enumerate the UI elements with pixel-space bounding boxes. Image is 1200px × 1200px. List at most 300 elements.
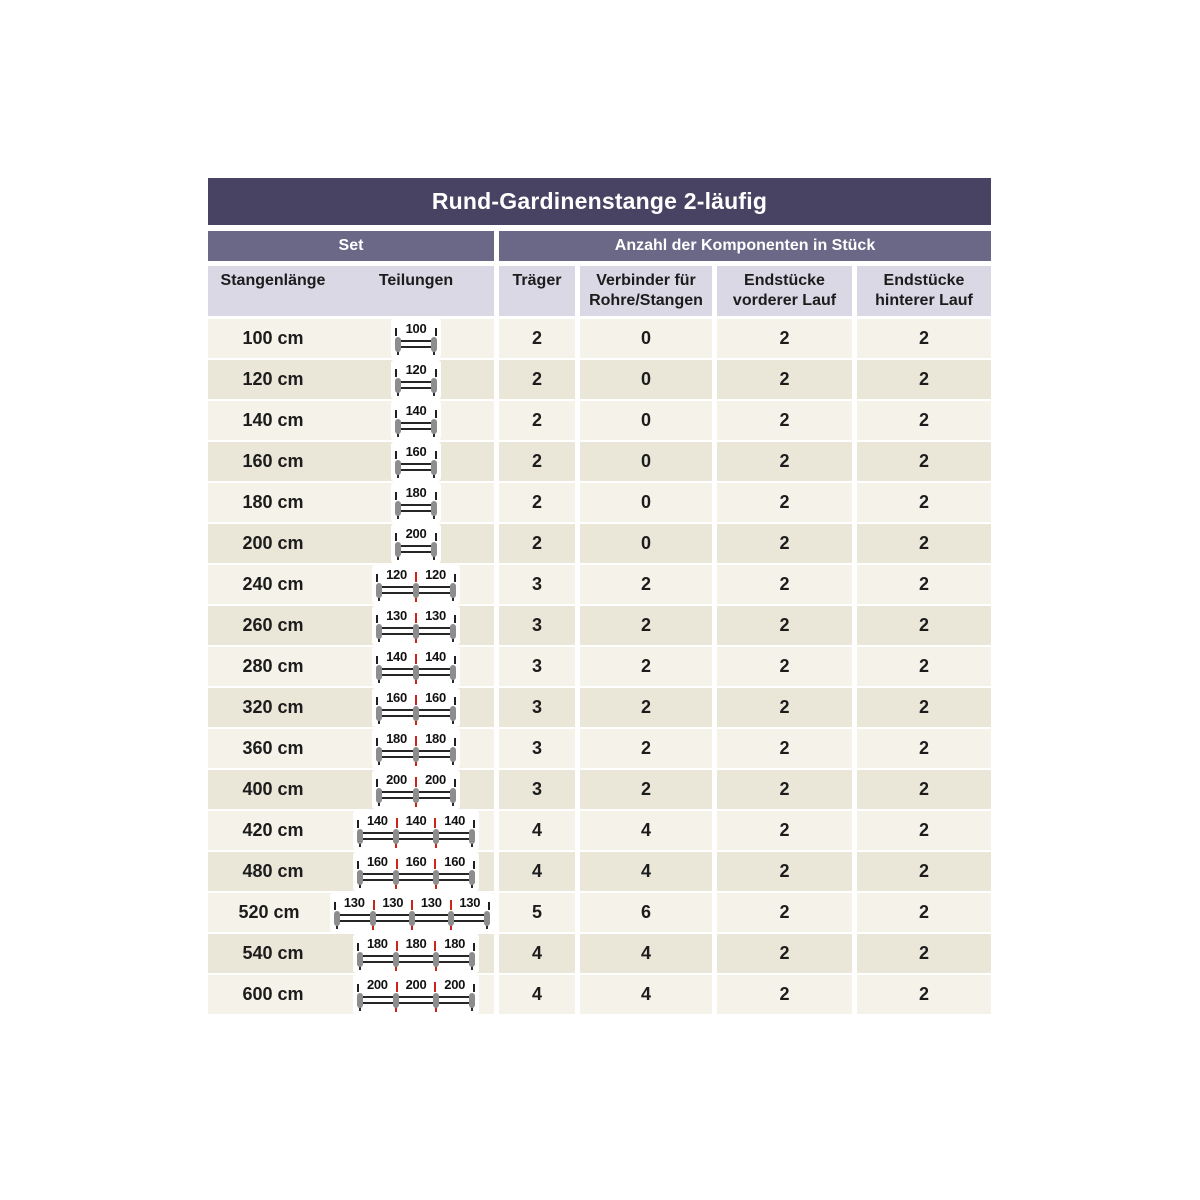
cell-traeger: 2 [499, 483, 575, 522]
cell-verbinder: 2 [580, 688, 712, 727]
rod-diagram [372, 729, 460, 768]
segment-length-label: 140 [425, 649, 446, 664]
cell-set [208, 811, 494, 850]
end-cap-icon [431, 419, 437, 434]
end-cap-icon [450, 706, 456, 721]
table-row [208, 729, 991, 767]
cell-divisions [338, 688, 494, 727]
segment-length-label: 140 [366, 813, 388, 828]
segment-length-label: 100 [405, 321, 427, 336]
table-row [208, 975, 991, 1013]
end-cap-icon [376, 747, 382, 762]
cell-set [208, 319, 494, 358]
dimension-labels [395, 321, 437, 336]
rod-graphic [357, 829, 475, 844]
segment-length-label: 160 [444, 854, 466, 869]
cell-set [208, 606, 494, 645]
rod-rails [397, 381, 435, 389]
cell-verbinder: 4 [580, 934, 712, 973]
segment-length-label: 180 [386, 731, 407, 746]
column-header-endstuecke-hinterer-line2: hinterer Lauf [875, 292, 973, 309]
end-cap-icon [357, 993, 363, 1008]
measure-tick-icon [488, 902, 490, 910]
end-cap-icon [395, 378, 401, 393]
end-cap-icon [469, 829, 475, 844]
rod-diagram [391, 524, 441, 563]
rod-graphic [376, 583, 456, 598]
dimension-labels [395, 485, 437, 500]
cell-endstuecke-hinterer: 2 [857, 729, 991, 768]
cell-length: 420 cm [242, 820, 304, 840]
cell-verbinder: 2 [580, 606, 712, 645]
end-cap-icon [395, 460, 401, 475]
segment-length-label: 140 [405, 403, 427, 418]
rod-rails [397, 340, 435, 348]
cell-endstuecke-vorderer: 2 [717, 688, 852, 727]
group-header-components: Anzahl der Komponenten in Stück [499, 231, 991, 261]
measure-tick-icon [454, 697, 456, 705]
segment-length-label: 140 [444, 813, 466, 828]
cell-endstuecke-hinterer: 2 [857, 401, 991, 440]
connector-icon [413, 747, 419, 762]
column-header-teilungen: Teilungen [378, 272, 454, 289]
cell-set [208, 770, 494, 809]
cell-divisions [338, 975, 494, 1014]
cell-endstuecke-vorderer: 2 [717, 442, 852, 481]
cell-divisions [338, 565, 494, 604]
cell-endstuecke-hinterer: 2 [857, 606, 991, 645]
rod-rails [359, 996, 473, 1004]
dimension-labels [376, 772, 456, 787]
cell-divisions [338, 647, 494, 686]
cell-divisions [338, 934, 494, 973]
rod-diagram [330, 893, 494, 932]
measure-tick-icon [473, 820, 475, 828]
cell-divisions [338, 770, 494, 809]
connector-icon [393, 993, 399, 1008]
end-cap-icon [450, 665, 456, 680]
end-cap-icon [450, 624, 456, 639]
segment-length-label: 130 [343, 895, 365, 910]
cell-traeger: 3 [499, 770, 575, 809]
column-header-set [208, 266, 494, 316]
dimension-labels [357, 977, 475, 992]
cell-set [208, 934, 494, 973]
column-header-stangenlaenge: Stangenlänge [220, 272, 326, 289]
end-cap-icon [376, 706, 382, 721]
rod-graphic [395, 460, 437, 475]
cell-length: 120 cm [242, 369, 304, 389]
cell-length: 360 cm [242, 738, 304, 758]
cell-endstuecke-hinterer: 2 [857, 770, 991, 809]
cell-endstuecke-vorderer: 2 [717, 360, 852, 399]
rod-rails [359, 873, 473, 881]
rod-graphic [376, 747, 456, 762]
rod-graphic [376, 624, 456, 639]
segment-length-label: 200 [366, 977, 388, 992]
cell-set [208, 975, 494, 1014]
table-row [208, 811, 991, 849]
cell-traeger: 4 [499, 975, 575, 1014]
column-header-traeger [499, 266, 575, 316]
cell-endstuecke-hinterer: 2 [857, 483, 991, 522]
cell-traeger: 4 [499, 852, 575, 891]
cell-traeger: 3 [499, 606, 575, 645]
dimension-labels [357, 854, 475, 869]
end-cap-icon [395, 501, 401, 516]
cell-traeger: 2 [499, 319, 575, 358]
rod-rails [397, 422, 435, 430]
table-row [208, 852, 991, 890]
segment-length-label: 130 [386, 608, 407, 623]
rod-graphic [357, 870, 475, 885]
connector-icon [409, 911, 415, 926]
cell-verbinder: 2 [580, 565, 712, 604]
cell-endstuecke-vorderer: 2 [717, 606, 852, 645]
cell-verbinder: 4 [580, 975, 712, 1014]
table-row [208, 524, 991, 562]
end-cap-icon [357, 870, 363, 885]
cell-divisions [338, 401, 494, 440]
cell-verbinder: 0 [580, 401, 712, 440]
rod-diagram [372, 647, 460, 686]
dimension-labels [357, 813, 475, 828]
dimension-labels [395, 403, 437, 418]
dimension-labels [395, 526, 437, 541]
cell-verbinder: 0 [580, 442, 712, 481]
connector-icon [370, 911, 376, 926]
end-cap-icon [431, 542, 437, 557]
cell-endstuecke-vorderer: 2 [717, 647, 852, 686]
cell-verbinder: 2 [580, 729, 712, 768]
cell-endstuecke-vorderer: 2 [717, 729, 852, 768]
end-cap-icon [357, 952, 363, 967]
rod-graphic [376, 706, 456, 721]
segment-length-label: 140 [405, 813, 427, 828]
spec-table [208, 178, 991, 1016]
dimension-labels [376, 690, 456, 705]
cell-endstuecke-vorderer: 2 [717, 975, 852, 1014]
cell-length: 180 cm [242, 492, 304, 512]
measure-tick-icon [473, 861, 475, 869]
cell-set [208, 647, 494, 686]
dimension-labels [376, 649, 456, 664]
measure-tick-icon [473, 943, 475, 951]
segment-length-label: 180 [444, 936, 466, 951]
column-header-endstuecke-hinterer [857, 266, 991, 316]
cell-divisions [338, 319, 494, 358]
end-cap-icon [376, 665, 382, 680]
end-cap-icon [376, 583, 382, 598]
rod-diagram [391, 401, 441, 440]
rod-diagram [391, 360, 441, 399]
segment-length-label: 200 [405, 977, 427, 992]
end-cap-icon [395, 337, 401, 352]
cell-divisions [330, 893, 494, 932]
cell-traeger: 3 [499, 688, 575, 727]
end-cap-icon [431, 337, 437, 352]
rod-rails [397, 504, 435, 512]
cell-length: 240 cm [242, 574, 304, 594]
measure-tick-icon [435, 533, 437, 541]
end-cap-icon [450, 788, 456, 803]
cell-traeger: 2 [499, 401, 575, 440]
end-cap-icon [431, 460, 437, 475]
cell-traeger: 5 [499, 893, 575, 932]
rod-diagram [353, 975, 479, 1014]
cell-endstuecke-hinterer: 2 [857, 811, 991, 850]
connector-icon [413, 665, 419, 680]
segment-length-label: 180 [405, 936, 427, 951]
end-cap-icon [484, 911, 490, 926]
connector-icon [413, 706, 419, 721]
rod-diagram [391, 442, 441, 481]
cell-divisions [338, 811, 494, 850]
cell-divisions [338, 483, 494, 522]
cell-endstuecke-hinterer: 2 [857, 934, 991, 973]
column-header-verbinder [580, 266, 712, 316]
connector-icon [448, 911, 454, 926]
dimension-labels [357, 936, 475, 951]
end-cap-icon [469, 993, 475, 1008]
segment-length-label: 130 [420, 895, 442, 910]
column-header-endstuecke-vorderer-line2: vorderer Lauf [732, 292, 837, 309]
rod-graphic [395, 378, 437, 393]
cell-traeger: 2 [499, 524, 575, 563]
cell-divisions [338, 524, 494, 563]
cell-length: 100 cm [242, 328, 304, 348]
end-cap-icon [395, 419, 401, 434]
end-cap-icon [431, 378, 437, 393]
cell-set [208, 852, 494, 891]
cell-set [208, 442, 494, 481]
cell-set [208, 688, 494, 727]
end-cap-icon [376, 624, 382, 639]
column-header-endstuecke-vorderer [717, 266, 852, 316]
rod-diagram [372, 606, 460, 645]
segment-length-label: 130 [459, 895, 481, 910]
segment-length-label: 200 [405, 526, 427, 541]
table-row [208, 401, 991, 439]
connector-icon [433, 870, 439, 885]
cell-endstuecke-hinterer: 2 [857, 442, 991, 481]
cell-verbinder: 0 [580, 524, 712, 563]
column-header-endstuecke-vorderer-line1: Endstücke [744, 272, 825, 289]
cell-verbinder: 0 [580, 483, 712, 522]
cell-set [208, 360, 494, 399]
table-row [208, 647, 991, 685]
rod-rails [397, 545, 435, 553]
cell-endstuecke-vorderer: 2 [717, 319, 852, 358]
cell-length: 160 cm [242, 451, 304, 471]
connector-icon [433, 829, 439, 844]
column-header-verbinder-line1: Verbinder für [596, 272, 696, 289]
rod-graphic [376, 788, 456, 803]
cell-endstuecke-vorderer: 2 [717, 565, 852, 604]
measure-tick-icon [454, 656, 456, 664]
cell-endstuecke-vorderer: 2 [717, 401, 852, 440]
measure-tick-icon [473, 984, 475, 992]
measure-tick-icon [454, 738, 456, 746]
cell-endstuecke-vorderer: 2 [717, 852, 852, 891]
cell-traeger: 3 [499, 729, 575, 768]
table-row [208, 565, 991, 603]
cell-set [208, 401, 494, 440]
cell-set [208, 565, 494, 604]
cell-verbinder: 2 [580, 647, 712, 686]
connector-icon [413, 788, 419, 803]
cell-length: 260 cm [242, 615, 304, 635]
column-header-row [208, 266, 991, 316]
segment-length-label: 200 [444, 977, 466, 992]
segment-length-label: 160 [386, 690, 407, 705]
end-cap-icon [431, 501, 437, 516]
table-row [208, 606, 991, 644]
cell-verbinder: 2 [580, 770, 712, 809]
rod-diagram [353, 852, 479, 891]
cell-set [208, 524, 494, 563]
end-cap-icon [450, 747, 456, 762]
table-row [208, 442, 991, 480]
group-header-set: Set [208, 231, 494, 261]
measure-tick-icon [435, 451, 437, 459]
rod-diagram [353, 811, 479, 850]
cell-traeger: 4 [499, 811, 575, 850]
connector-icon [433, 993, 439, 1008]
end-cap-icon [376, 788, 382, 803]
rod-rails [397, 463, 435, 471]
dimension-labels [334, 895, 490, 910]
segment-length-label: 130 [425, 608, 446, 623]
rod-rails [359, 955, 473, 963]
table-body [208, 319, 991, 1013]
segment-length-label: 160 [366, 854, 388, 869]
segment-length-label: 200 [425, 772, 446, 787]
dimension-labels [395, 362, 437, 377]
column-header-endstuecke-hinterer-line1: Endstücke [883, 272, 965, 289]
end-cap-icon [334, 911, 340, 926]
segment-length-label: 160 [425, 690, 446, 705]
cell-endstuecke-hinterer: 2 [857, 647, 991, 686]
measure-tick-icon [454, 574, 456, 582]
connector-icon [413, 624, 419, 639]
rod-graphic [376, 665, 456, 680]
cell-set [208, 483, 494, 522]
rod-graphic [395, 542, 437, 557]
cell-endstuecke-vorderer: 2 [717, 893, 852, 932]
segment-length-label: 180 [366, 936, 388, 951]
measure-tick-icon [435, 492, 437, 500]
cell-traeger: 4 [499, 934, 575, 973]
column-header-verbinder-line2: Rohre/Stangen [589, 292, 703, 309]
cell-traeger: 3 [499, 565, 575, 604]
segment-length-label: 160 [405, 444, 427, 459]
measure-tick-icon [435, 328, 437, 336]
rod-rails [359, 832, 473, 840]
rod-graphic [395, 501, 437, 516]
cell-divisions [338, 852, 494, 891]
table-row [208, 319, 991, 357]
rod-graphic [357, 952, 475, 967]
column-header-traeger-label: Träger [512, 272, 562, 289]
cell-length: 600 cm [242, 984, 304, 1004]
cell-verbinder: 4 [580, 811, 712, 850]
cell-endstuecke-vorderer: 2 [717, 483, 852, 522]
end-cap-icon [395, 542, 401, 557]
segment-length-label: 140 [386, 649, 407, 664]
cell-verbinder: 4 [580, 852, 712, 891]
dimension-labels [395, 444, 437, 459]
measure-tick-icon [454, 779, 456, 787]
measure-tick-icon [435, 410, 437, 418]
segment-length-label: 120 [425, 567, 446, 582]
cell-set [208, 729, 494, 768]
cell-endstuecke-hinterer: 2 [857, 975, 991, 1014]
dimension-labels [376, 608, 456, 623]
cell-length: 540 cm [242, 943, 304, 963]
rod-diagram [391, 483, 441, 522]
segment-length-label: 200 [386, 772, 407, 787]
cell-length: 200 cm [242, 533, 304, 553]
end-cap-icon [357, 829, 363, 844]
cell-divisions [338, 360, 494, 399]
cell-traeger: 2 [499, 442, 575, 481]
cell-set [208, 893, 494, 932]
rod-graphic [334, 911, 490, 926]
table-row [208, 934, 991, 972]
rod-diagram [391, 319, 441, 358]
cell-endstuecke-vorderer: 2 [717, 524, 852, 563]
cell-endstuecke-hinterer: 2 [857, 893, 991, 932]
cell-endstuecke-hinterer: 2 [857, 565, 991, 604]
cell-endstuecke-hinterer: 2 [857, 524, 991, 563]
segment-length-label: 160 [405, 854, 427, 869]
cell-divisions [338, 729, 494, 768]
cell-endstuecke-hinterer: 2 [857, 688, 991, 727]
table-row [208, 770, 991, 808]
rod-graphic [357, 993, 475, 1008]
cell-endstuecke-hinterer: 2 [857, 852, 991, 891]
rod-diagram [372, 688, 460, 727]
cell-verbinder: 6 [580, 893, 712, 932]
rod-diagram [372, 770, 460, 809]
segment-length-label: 130 [382, 895, 404, 910]
connector-icon [413, 583, 419, 598]
cell-length: 280 cm [242, 656, 304, 676]
rod-graphic [395, 337, 437, 352]
segment-length-label: 180 [425, 731, 446, 746]
table-row [208, 483, 991, 521]
cell-endstuecke-vorderer: 2 [717, 811, 852, 850]
cell-divisions [338, 606, 494, 645]
cell-length: 400 cm [242, 779, 304, 799]
end-cap-icon [469, 870, 475, 885]
end-cap-icon [450, 583, 456, 598]
cell-endstuecke-hinterer: 2 [857, 319, 991, 358]
measure-tick-icon [454, 615, 456, 623]
cell-traeger: 3 [499, 647, 575, 686]
cell-traeger: 2 [499, 360, 575, 399]
cell-endstuecke-vorderer: 2 [717, 934, 852, 973]
cell-length: 480 cm [242, 861, 304, 881]
rod-graphic [395, 419, 437, 434]
cell-divisions [338, 442, 494, 481]
end-cap-icon [469, 952, 475, 967]
cell-endstuecke-vorderer: 2 [717, 770, 852, 809]
connector-icon [393, 952, 399, 967]
dimension-labels [376, 731, 456, 746]
dimension-labels [376, 567, 456, 582]
